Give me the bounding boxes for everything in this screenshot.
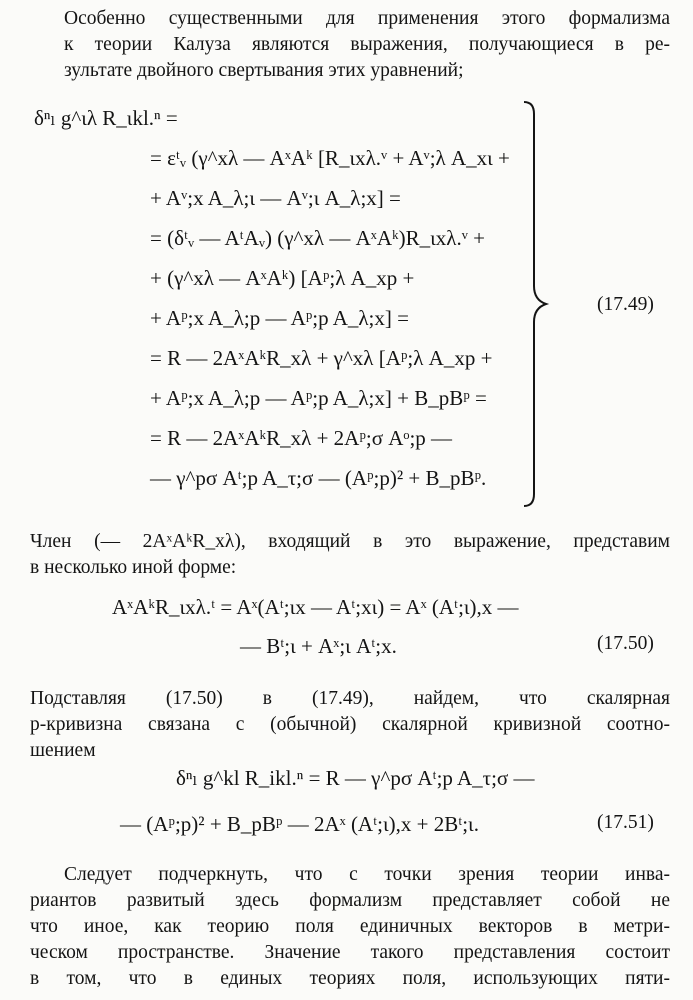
eq-17-49-line-8: + Aᵖ;x A_λ;p — Aᵖ;p A_λ;x] + B_pBᵖ = [150, 386, 487, 410]
eq-17-49-line-1: δⁿₗ g^ιλ R_ιkl.ⁿ = [34, 106, 178, 130]
eq-17-49-line-10: — γ^pσ Aᵗ;p A_τ;σ — (Aᵖ;p)² + B_pBᵖ. [150, 466, 487, 490]
eq-17-49-line-5: + (γ^xλ — AˣAᵏ) [Aᵖ;λ A_xp + [150, 266, 415, 290]
closing-line-3: что иное, как теорию поля единичных векторов в метри- [30, 916, 670, 937]
substituting-line-2: p-кривизна связана с (обычной) скалярной кривизной соотно- [30, 714, 670, 735]
eq-17-51-line-2: — (Aᵖ;p)² + B_pBᵖ — 2Aˣ (Aᵗ;ι),x + 2Bᵗ;ι. [120, 812, 479, 836]
member-paragraph [30, 529, 670, 581]
eq-17-50-line-1: AˣAᵏR_ιxλ.ᵗ = Aˣ(Aᵗ;ιx — Aᵗ;xι) = Aˣ (Aᵗ;ι),x — [112, 595, 519, 619]
substituting-paragraph [30, 686, 670, 764]
intro-line-1: Особенно существенными для применения этого формализма [64, 8, 670, 29]
closing-line-4: ческом пространстве. Значение такого представления состоит [30, 942, 670, 963]
closing-line-2: риантов развитый здесь формализм представляет собой не [30, 890, 670, 911]
right-curly-brace [520, 100, 550, 508]
closing-line-1: Следует подчеркнуть, что с точки зрения теории инва- [64, 864, 670, 885]
eq-17-49-line-7: = R — 2AˣAᵏR_xλ + γ^xλ [Aᵖ;λ A_xp + [150, 346, 493, 370]
intro-line-3: зультате двойного свертывания этих уравнений; [64, 60, 464, 81]
eq-17-50-number: (17.50) [597, 633, 654, 654]
intro-paragraph [30, 6, 670, 84]
substituting-line-3: шением [30, 740, 96, 761]
member-line-1: Член (— 2AˣAᵏR_xλ), входящий в это выражение, представим [30, 531, 670, 552]
intro-line-2: к теории Калуза являются выражения, получающиеся в ре- [64, 34, 670, 55]
eq-17-49-line-6: + Aᵖ;x A_λ;p — Aᵖ;p A_λ;x] = [150, 306, 409, 330]
eq-17-49-number: (17.49) [597, 294, 654, 315]
eq-17-49-line-3: + Aᵛ;x A_λ;ι — Aᵛ;ι A_λ;x] = [150, 186, 401, 210]
eq-17-49-line-4: = (δᵗᵥ — AᵗAᵥ) (γ^xλ — AˣAᵏ)R_ιxλ.ᵛ + [150, 226, 485, 250]
eq-17-50-line-2: — Bᵗ;ι + Aˣ;ι Aᵗ;x. [240, 634, 397, 658]
member-line-2: в несколько иной форме: [30, 557, 237, 578]
eq-17-49-line-9: = R — 2AˣAᵏR_xλ + 2Aᵖ;σ Aᵒ;p — [150, 426, 453, 450]
eq-17-51-line-1: δⁿₗ g^kl R_ikl.ⁿ = R — γ^pσ Aᵗ;p A_τ;σ — [176, 766, 535, 790]
substituting-line-1: Подставляя (17.50) в (17.49), найдем, что скалярная [30, 688, 670, 709]
closing-paragraph [30, 862, 670, 992]
eq-17-49-line-2: = εᵗᵥ (γ^xλ — AˣAᵏ [R_ιxλ.ᵛ + Aᵛ;λ A_xι + [150, 146, 510, 170]
eq-17-51-number: (17.51) [597, 812, 654, 833]
closing-line-5: в том, что в единых теориях поля, использующих пяти- [30, 968, 670, 989]
